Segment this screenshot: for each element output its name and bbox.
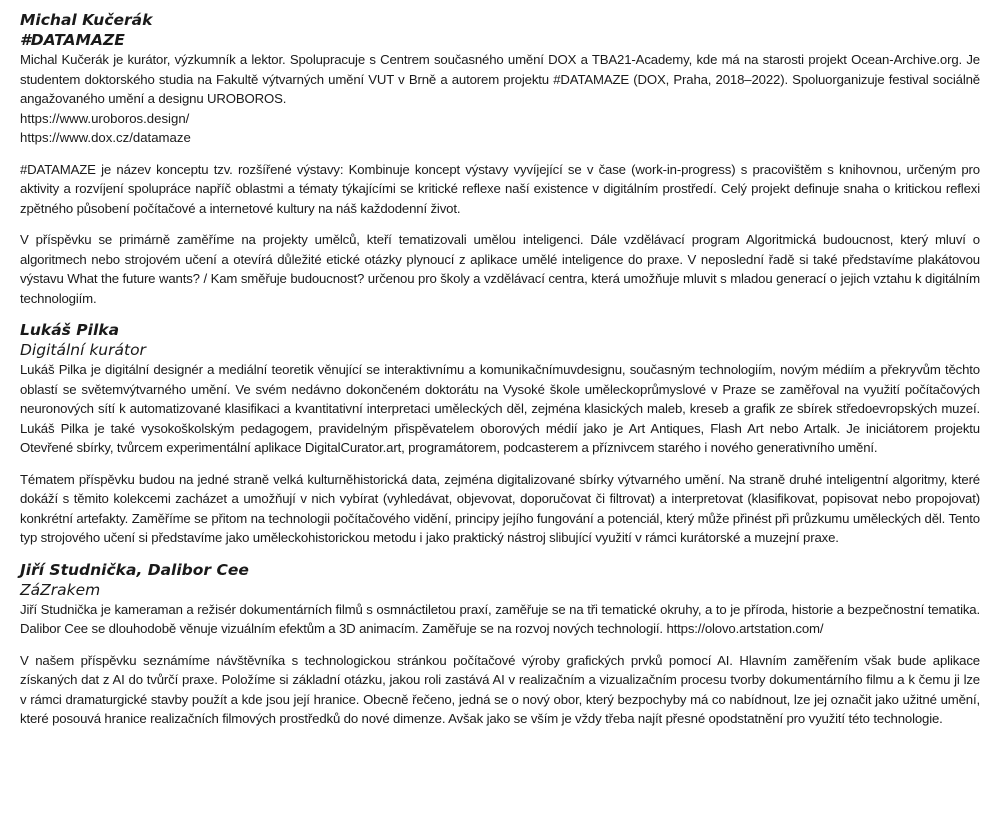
link-dox-datamaze[interactable]: https://www.dox.cz/datamaze — [20, 130, 191, 145]
speaker-name: Jiří Studnička, Dalibor Cee — [20, 560, 249, 579]
talk-description: V příspěvku se primárně zaměříme na projekty umělců, kteří tematizovali umělou inteligenci. Dále vzdělávací program Algoritmická budoucnost, který mluví o algoritmech nebo strojovém učení a otevírá důležité etické otázky plynoucí z aplikace umělé inteligence do praxe. V neposlední řadě si také představíme plakátovou výstavu What the future wants? / Kam směřuje budoucnost? určenou pro školy a vzdělávací centra, která umožňuje mluvit s mladou generací o jejich vztahu k digitálním technologiím. — [20, 232, 980, 306]
talk-description: Tématem příspěvku budou na jedné straně velká kulturněhistorická data, zejména digitalizované sbírky výtvarného umění. Na straně druhé inteligentní algoritmy, které dokáží s těmito kolekcemi zacházet a umožňují v nich vybírat (vyhledávat, objevovat, doporučovat či filtrovat) a interpretovat (klasifikovat, popisovat nebo propojovat) konkrétní artefakty. Zaměříme se přitom na technologii počítačového vidění, principy jejího fungování a potenciál, který může přinést při průzkumu uměleckých děl. Tento typ strojového učení si představíme jako uměleckohistorickou metodu i jako praktický nástroj slibující využití v rámci kurátorské a muzejní praxe. — [20, 471, 980, 545]
link-uroboros[interactable]: https://www.uroboros.design/ — [20, 110, 190, 126]
speaker-section-pilka — [20, 320, 980, 548]
talk-title: #DATAMAZE — [20, 31, 125, 49]
speaker-section-studnicka-cee — [20, 560, 980, 729]
speaker-name: Lukáš Pilka — [20, 321, 120, 339]
speaker-bio: Michal Kučerák je kurátor, výzkumník a lektor. Spolupracuje s Centrem současného umění DOX a TBA21-Academy, kde má na starosti projekt Ocean-Archive.org. Je studentem doktorského studia na Fakultě výtvarných umění VUT v Brně a autorem projektu #DATAMAZE (DOX, Praha, 2018–2022). Spoluorganizuje festival sociálně angažovaného umění a designu UROBOROS. — [20, 52, 980, 106]
speaker-bio: Lukáš Pilka je digitální designér a mediální teoretik věnující se interaktivnímu a komunikačnímuvdesignu, současným technologiím, novým médiím a překryvům těchto oblastí se světemvýtvarného umění. Ve svém nedávno dokončeném doktorátu na Vysoké škole uměleckoprůmyslové v Praze se zaměřoval na využití počítačových neuronových sítí k automatizované klasifikaci a kvantitativní interpretaci uměleckých děl, zejména klasických maleb, kreseb a grafik ze sbírek středoevropských muzeí. Lukáš Pilka je také vysokoškolským pedagogem, pravidelným přispěvatelem oborových médií jako je Art Antiques, Flash Art nebo Artalk. Je iniciátorem projektu Otevřené sbírky, tvůrcem experimentální aplikace DigitalCurator.art, programátorem, podcasterem a příznivcem starého i nového generativního umění. — [20, 362, 980, 455]
talk-description: V našem příspěvku seznámíme návštěvníka s technologickou stránkou počítačové výroby grafických prvků pomocí AI. Hlavním zaměřením však bude aplikace získaných dat z AI do tvůrčí praxe. Položíme si základní otázku, jakou roli zastává AI v realizačním a vizualizačním procesu tvorby dokumentárního filmu a k čemu ji lze v rámci dramaturgické stavby použít a kde jsou její hranice. Obecně řečeno, jedná se o nový obor, který bezpochyby má co nabídnout, lze jej označit jako užitné umění, které posouvá hranice realizačních filmových prostředků do nové dimenze. Avšak jako se vším je vždy třeba najít přesné opodstatnění pro využití této technologie. — [20, 652, 980, 726]
speaker-section-kucerak — [20, 10, 980, 308]
talk-title: ZáZrakem — [20, 580, 101, 599]
speaker-bio: Jiří Studnička je kameraman a režisér dokumentárních filmů s osmnáctiletou praxí, zaměřuje se na tři tematické okruhy, a to je příroda, historie a bezpečnostní tematika. Dalibor Cee se dlouhodobě věnuje vizuálním efektům a 3D animacím. Zaměřuje se na rozvoj nových technologií. https://olovo.artstation.com/ — [20, 601, 980, 636]
talk-description: #DATAMAZE je název konceptu tzv. rozšířené výstavy: Kombinuje koncept výstavy vyvíjející se v čase (work-in-progress) s pracovištěm s knihovnou, určeným pro aktivity a rozvíjení spolupráce napříč oblastmi a tématy týkajícími se kritické reflexe naší existence v digitálním prostředí. Celý projekt definuje snaha o kritickou reflexi zpětného působení počítačové a internetové kultury na náš každodenní život. — [20, 161, 980, 216]
talk-title: Digitální kurátor — [20, 341, 146, 359]
speaker-name: Michal Kučerák — [20, 11, 153, 29]
